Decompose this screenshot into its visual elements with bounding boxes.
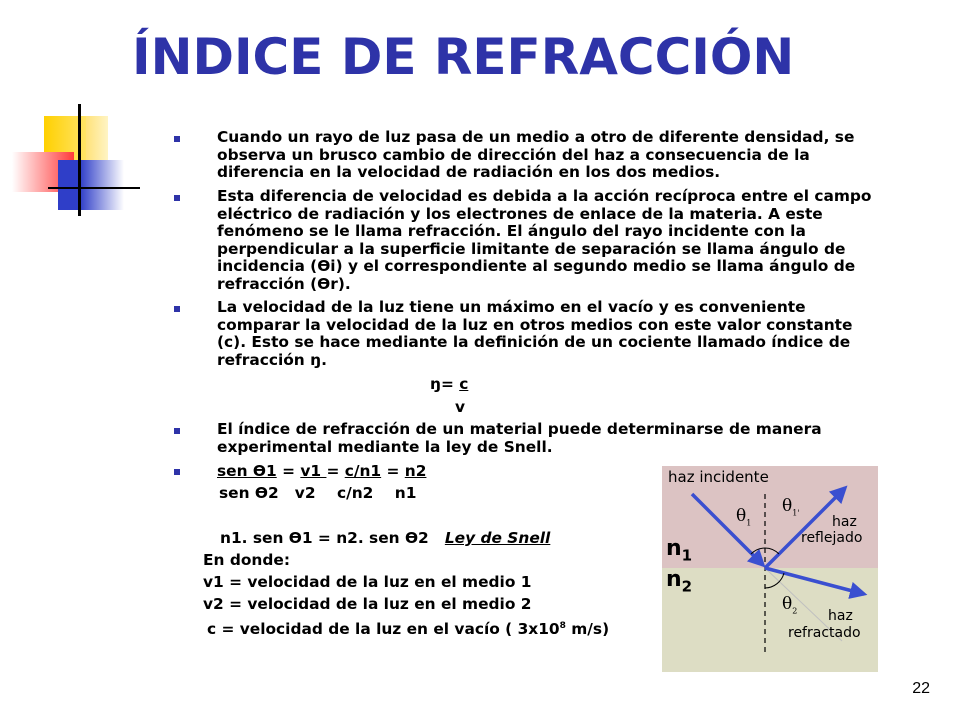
eta-formula-numerator-line [430, 375, 468, 393]
page-number: 22 [912, 680, 930, 697]
bullet-text: El índice de refracción de un material puede determinarse de manera experimental mediante la ley de Snell. [217, 420, 822, 456]
definition-c [207, 617, 609, 638]
snell-law-name: Ley de Snell [444, 529, 551, 547]
eta-equals: ŋ= [430, 375, 460, 393]
snell-eq: = [276, 462, 301, 480]
definition-v1: v1 = velocidad de la luz en el medio 1 [203, 573, 532, 591]
snell-term: n2 [404, 462, 427, 480]
eta-denominator: v [455, 398, 466, 416]
label-refracted-2: refractado [788, 625, 861, 641]
label-refracted-1: haz [828, 608, 853, 624]
theta2-label: $\theta_2$ [782, 594, 798, 616]
snell-term: v1 [300, 462, 327, 480]
definition-c-unit: m/s) [565, 620, 610, 638]
bullet-square-icon [174, 136, 180, 142]
n1-label: $n_1$ [666, 536, 693, 565]
label-reflected-1: haz [832, 514, 857, 530]
bullet-square-icon [174, 306, 180, 312]
snell-denominators: sen Ɵ2 v2 c/n2 n1 [219, 484, 417, 502]
bullet-square-icon [174, 469, 180, 475]
definition-c-exponent: 8 [559, 621, 566, 631]
snell-ratio-line [217, 462, 426, 480]
snell-eq: = [326, 462, 345, 480]
bullet-square-icon [174, 195, 180, 201]
snell-term: sen Ɵ1 [217, 462, 277, 480]
label-reflected-2: reflejado [801, 530, 863, 546]
refraction-diagram [662, 466, 878, 672]
bullet-text: Esta diferencia de velocidad es debida a la acción recíproca entre el campo eléctrico de radiación y los electrones de enlace de la materia. A este fenómeno se le llama refracción. El ángulo del rayo incidente con la perpendicular a la superficie limitante de separación se llama ángulo de incidencia (Ɵi) y el correspondiente al segundo medio se llama ángulo de refracción (Ɵr). [217, 187, 872, 293]
theta1p-label: $\theta_{1'}$ [782, 496, 800, 518]
n2-label: $n_2$ [666, 567, 693, 596]
slide-title: ÍNDICE DE REFRACCIÓN [132, 28, 795, 86]
definition-v2: v2 = velocidad de la luz en el medio 2 [203, 595, 532, 613]
theta1-label: $\theta_1$ [736, 506, 752, 528]
refraction-diagram-svg [662, 466, 878, 672]
snell-eq: = [381, 462, 405, 480]
definition-c-text: c = velocidad de la luz en el vacío ( 3x10 [207, 620, 560, 638]
bullet-text: La velocidad de la luz tiene un máximo en el vacío y es conveniente comparar la velocidad de la luz en otros medios con este valor constante (c). Esto se hace mediante la definición de un cociente llamado índice de refracción ŋ. [217, 298, 853, 369]
snell-law-formula: n1. sen Ɵ1 = n2. sen Ɵ2 [220, 529, 429, 547]
snell-law-line [220, 529, 550, 547]
bullet-text: Cuando un rayo de luz pasa de un medio a otro de diferente densidad, se observa un brusco cambio de dirección del haz a consecuencia de la diferencia en la velocidad de radiación en los dos medios. [217, 128, 855, 182]
snell-term: c/n1 [344, 462, 382, 480]
where-label: En donde: [203, 551, 290, 569]
label-incident: haz incidente [668, 468, 769, 486]
bullet-square-icon [174, 428, 180, 434]
eta-numerator: c [459, 375, 469, 393]
